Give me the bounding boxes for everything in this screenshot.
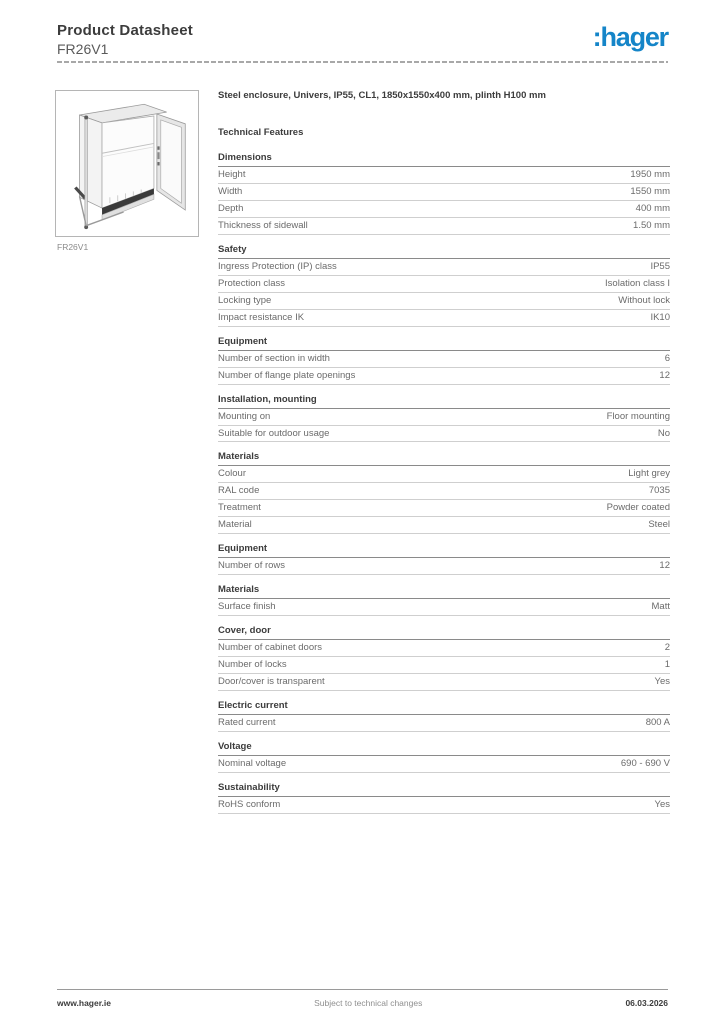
spec-row (218, 293, 670, 310)
footer-date: 06.03.2026 (625, 998, 668, 1008)
spec-row-value: 2 (664, 641, 670, 653)
spec-row-label: Ingress Protection (IP) class (218, 261, 337, 273)
spec-row-value: 1.50 mm (633, 220, 670, 232)
spec-row-label: Suitable for outdoor usage (218, 427, 330, 439)
spec-row-label: Number of flange plate openings (218, 369, 356, 381)
spec-row-label: Locking type (218, 294, 272, 306)
spec-row-label: Surface finish (218, 601, 276, 613)
spec-row (218, 517, 670, 534)
spec-row-label: Material (218, 519, 252, 531)
product-image (55, 90, 199, 237)
spec-sections (218, 152, 670, 813)
technical-features-title: Technical Features (218, 127, 304, 139)
spec-section (218, 782, 670, 814)
spec-row (218, 201, 670, 218)
spec-row-value: Powder coated (606, 502, 670, 514)
spec-row-value: Isolation class I (605, 278, 670, 289)
spec-row-value: Steel (648, 519, 670, 531)
spec-row (218, 409, 670, 426)
header-product-code: FR26V1 (57, 41, 109, 57)
spec-row-label: Number of locks (218, 658, 287, 670)
spec-row-value: 1950 mm (630, 169, 670, 181)
header (57, 22, 668, 57)
spec-row-label: Door/cover is transparent (218, 675, 325, 687)
enclosure-open-doors-icon (56, 91, 198, 236)
spec-row-label: Impact resistance IK (218, 311, 305, 323)
spec-row (218, 558, 670, 575)
spec-section-title: Safety (218, 244, 670, 259)
spec-section (218, 152, 670, 235)
spec-row (218, 426, 670, 443)
spec-row-label: Protection class (218, 278, 286, 289)
spec-row-label: Thickness of sidewall (218, 220, 308, 232)
spec-section-title: Electric current (218, 700, 670, 715)
spec-row (218, 368, 670, 385)
spec-section-title: Sustainability (218, 782, 670, 797)
hager-logo: :hager (592, 22, 668, 52)
spec-row-label: Number of rows (218, 560, 286, 572)
spec-section-title: Equipment (218, 543, 670, 558)
spec-row (218, 500, 670, 517)
spec-row-value: 12 (659, 369, 670, 381)
spec-row-value: Without lock (618, 294, 670, 306)
spec-row (218, 184, 670, 201)
spec-row (218, 640, 670, 657)
spec-row-value: 1 (664, 658, 670, 670)
spec-row (218, 276, 670, 293)
footer-website: www.hager.ie (57, 998, 112, 1008)
spec-section-title: Dimensions (218, 152, 670, 167)
product-description: Steel enclosure, Univers, IP55, CL1, 1850x1550x400 mm, plinth H100 mm (218, 90, 546, 101)
spec-row-value: 6 (664, 352, 670, 364)
spec-row-label: Treatment (218, 502, 261, 514)
spec-row-value: Matt (651, 601, 670, 613)
spec-section (218, 244, 670, 327)
spec-section-title: Materials (218, 451, 670, 466)
spec-row-label: Mounting on (218, 410, 271, 422)
spec-row (218, 657, 670, 674)
spec-row-value: 400 mm (635, 203, 670, 215)
spec-row-value: 7035 (648, 485, 670, 497)
spec-row-value: 690 - 690 V (620, 757, 670, 769)
spec-section (218, 336, 670, 385)
spec-row (218, 310, 670, 327)
spec-row-value: Yes (654, 798, 670, 810)
spec-section (218, 741, 670, 773)
spec-row-value: 800 A (645, 716, 670, 728)
spec-row (218, 674, 670, 691)
spec-row (218, 218, 670, 235)
spec-section (218, 700, 670, 732)
spec-section-title: Materials (218, 584, 670, 599)
spec-row-label: Number of section in width (218, 352, 330, 364)
spec-row (218, 599, 670, 616)
spec-row (218, 756, 670, 773)
spec-section (218, 625, 670, 691)
spec-row-label: RoHS conform (218, 798, 281, 810)
spec-row-label: RAL code (218, 485, 260, 497)
spec-row-label: Colour (218, 468, 246, 480)
spec-row-label: Width (218, 186, 243, 198)
spec-row-value: Yes (654, 675, 670, 687)
spec-row-value: Light grey (628, 468, 670, 480)
spec-row (218, 466, 670, 483)
spec-section-title: Cover, door (218, 625, 670, 640)
spec-section (218, 394, 670, 443)
content-column (218, 90, 670, 823)
product-image-caption: FR26V1 (57, 242, 89, 252)
spec-row-label: Nominal voltage (218, 757, 287, 769)
spec-section-title: Installation, mounting (218, 394, 670, 409)
spec-row-value: IK10 (650, 311, 670, 323)
spec-row-value: IP55 (650, 261, 670, 273)
spec-section (218, 451, 670, 534)
spec-section (218, 543, 670, 575)
spec-row (218, 167, 670, 184)
spec-row-label: Number of cabinet doors (218, 641, 323, 653)
spec-row-value: 12 (659, 560, 670, 572)
spec-row (218, 715, 670, 732)
header-divider (57, 61, 668, 63)
spec-section-title: Equipment (218, 336, 670, 351)
spec-row (218, 259, 670, 276)
spec-section-title: Voltage (218, 741, 670, 756)
footer (57, 989, 668, 1008)
spec-row-label: Height (218, 169, 246, 181)
page-title: Product Datasheet (57, 22, 193, 39)
spec-row-label: Rated current (218, 716, 276, 728)
footer-note: Subject to technical changes (314, 998, 423, 1008)
spec-row-label: Depth (218, 203, 244, 215)
spec-row-value: No (657, 427, 670, 439)
spec-row (218, 351, 670, 368)
spec-row-value: 1550 mm (630, 186, 670, 198)
spec-section (218, 584, 670, 616)
spec-row (218, 797, 670, 814)
spec-row (218, 483, 670, 500)
spec-row-value: Floor mounting (606, 410, 670, 422)
